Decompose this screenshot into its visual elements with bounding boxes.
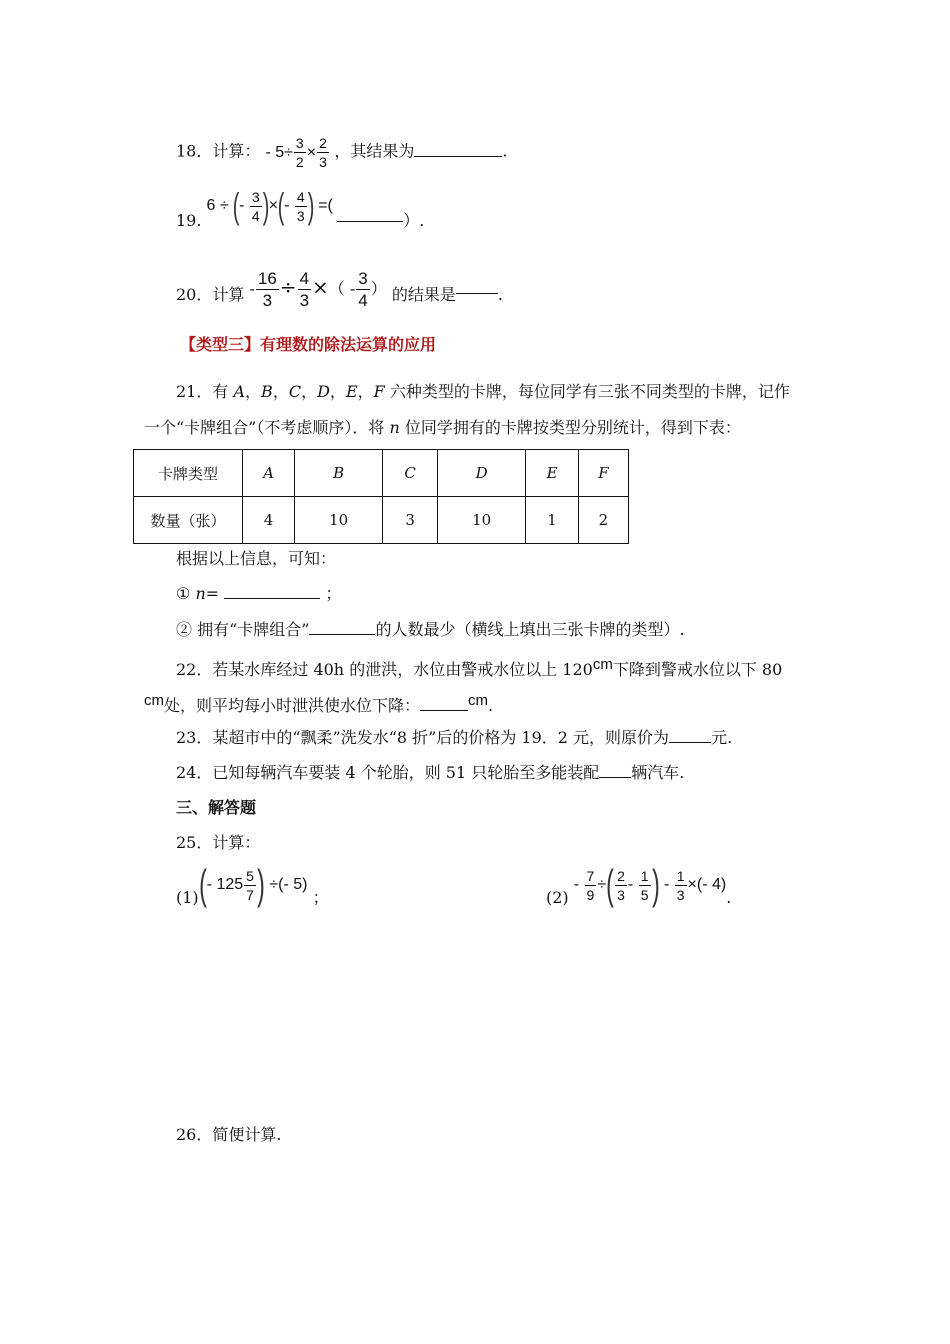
answer-blank[interactable] (420, 694, 468, 711)
question-25: 25．计算： (176, 833, 261, 852)
question-23: 23．某超市中的“飘柔”洗发水“8 折”后的价格为 19．2 元，则原价为 元. (176, 728, 733, 747)
q20-expression: - $\frac{16}{3}$ ÷ $\frac{4}{3}$ ×（ - $\frac{3}{4}$ ） (249, 269, 387, 310)
fraction: $\frac{3}{2}$ (295, 135, 304, 170)
fraction: $\frac{1}{5}$ (640, 867, 649, 903)
section-heading-answers: 三、解答题 (176, 798, 257, 817)
table-row (134, 497, 629, 544)
table-header-cell: E (526, 450, 578, 497)
answer-blank[interactable] (599, 761, 631, 778)
q25-part-2: (2) - $\frac{7}{9}$ ÷( $\frac{2}{3}$ - $\frac{1}{5}$ ) - $\frac{1}{3}$ ×(- 4). (546, 861, 732, 908)
table-cell: 1 (526, 497, 578, 544)
question-24: 24．已知每辆汽车要装 4 个轮胎，则 51 只轮胎至多能装配 辆汽车. (176, 763, 685, 782)
fraction: $\frac{4}{3}$ (299, 269, 310, 310)
table-header-cell: 卡牌类型 (134, 450, 243, 497)
fraction: $\frac{5}{7}$ (246, 867, 254, 903)
answer-blank[interactable] (414, 140, 502, 157)
question-19: 19. 6 ÷ (- $\frac{3}{4}$ )×(- $\frac{4}{3}$ ) =( ）. (176, 185, 425, 231)
answer-blank[interactable] (456, 277, 498, 294)
q25-p2-expression: - $\frac{7}{9}$ ÷( $\frac{2}{3}$ - $\frac{1}{5}$ ) - $\frac{1}{3}$ ×(- 4) (573, 861, 727, 908)
table-cell: 10 (438, 497, 526, 544)
table-cell: 3 (383, 497, 438, 544)
q21-info: 根据以上信息，可知： (176, 549, 337, 568)
fraction: $\frac{16}{3}$ (257, 269, 277, 310)
table-row (134, 450, 629, 497)
answer-blank[interactable] (669, 726, 711, 743)
table-header-cell: F (578, 450, 628, 497)
fraction: $\frac{1}{3}$ (676, 867, 685, 903)
question-18: 18．计算： - 5÷ $\frac{3}{2}$ × $\frac{2}{3}$ ，其结果为 . (176, 135, 508, 170)
fraction: $\frac{2}{3}$ (617, 867, 625, 903)
fraction: $\frac{7}{9}$ (586, 867, 595, 903)
table-header-cell: B (295, 450, 383, 497)
fraction: $\frac{2}{3}$ (319, 135, 327, 170)
table-cell: 2 (578, 497, 628, 544)
table-header-cell: C (383, 450, 438, 497)
question-21-line1: 21．有 A，B，C，D，E，F 六种类型的卡牌，每位同学有三张不同类型的卡牌，记作 (176, 382, 790, 401)
card-count-table (133, 449, 629, 544)
q21-item-1: ① n= ； (176, 584, 342, 603)
table-cell: 10 (295, 497, 383, 544)
question-20: 20．计算 - $\frac{16}{3}$ ÷ $\frac{4}{3}$ ×（ - $\frac{3}{4}$ ） 的结果是 . (176, 269, 503, 310)
table-header-cell: A (243, 450, 295, 497)
question-22-line1: 22．若某水库经过 40h 的泄洪，水位由警戒水位以上 120cm下降到警戒水位以下 80 (176, 656, 783, 679)
answer-blank[interactable] (309, 618, 375, 635)
q18-expression: - 5÷ $\frac{3}{2}$ × $\frac{2}{3}$ (265, 135, 327, 170)
q21-item-2: ② 拥有“卡牌组合” 的人数最少（横线上填出三张卡牌的类型）. (176, 620, 685, 639)
fraction: $\frac{4}{3}$ (296, 188, 305, 224)
answer-blank[interactable] (337, 205, 403, 222)
question-26: 26．简便计算. (176, 1125, 282, 1144)
table-header-cell: D (438, 450, 526, 497)
answer-blank[interactable] (224, 582, 320, 599)
fraction: $\frac{3}{4}$ (251, 188, 260, 224)
fraction: $\frac{3}{4}$ (358, 269, 368, 310)
section-heading-type3: 【类型三】有理数的除法运算的应用 (180, 335, 437, 354)
question-21-line2: 一个“卡牌组合”（不考虑顺序）．将 n 位同学拥有的卡牌按类型分别统计，得到下表： (144, 418, 741, 437)
q19-expression: 6 ÷ (- $\frac{3}{4}$ )×(- $\frac{4}{3}$ ) =( (206, 185, 333, 226)
table-cell: 数量（张） (134, 497, 243, 544)
question-22-line2: cm处，则平均每小时泄洪使水位下降： cm. (144, 692, 494, 715)
q25-part-1: (1)(- 125 $\frac{5}{7}$ ) ÷(- 5) ； (176, 861, 329, 908)
table-cell: 4 (243, 497, 295, 544)
q25-p1-expression: (- 125 $\frac{5}{7}$ ) ÷(- 5) (198, 861, 308, 908)
